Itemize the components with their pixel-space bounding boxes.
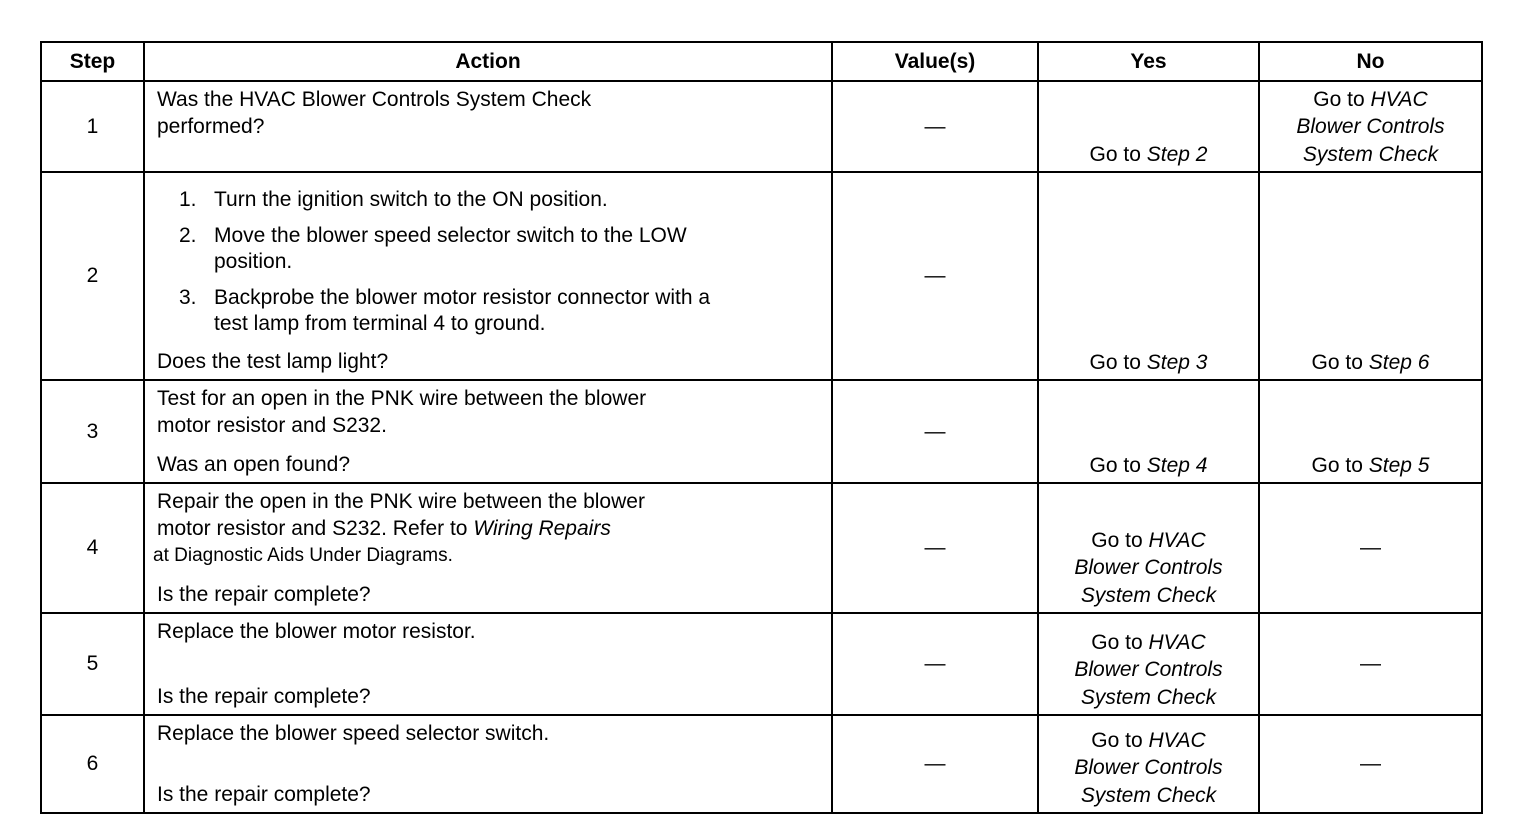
goto-prefix: Go to — [1089, 350, 1147, 374]
goto-link[interactable] — [1039, 452, 1258, 480]
step-number: 6 — [41, 715, 144, 813]
action-text: Test for an open in the PNK wire between the blower — [157, 387, 647, 410]
action-text — [157, 515, 821, 542]
step-number: 2 — [41, 172, 144, 380]
substep-item — [179, 223, 821, 275]
goto-target: HVAC — [1148, 528, 1206, 552]
value-cell: — — [832, 81, 1038, 172]
action-text: Replace the blower speed selector switch. — [157, 722, 550, 745]
action-cell — [144, 172, 832, 380]
table-row — [41, 81, 1482, 172]
substep-line: Turn the ignition switch to the ON position. — [214, 188, 608, 211]
goto-target: System Check — [1080, 783, 1217, 807]
goto-target: Blower Controls — [1296, 115, 1445, 138]
header-no: No — [1259, 42, 1482, 81]
goto-prefix: Go to — [1091, 728, 1149, 752]
goto-target: HVAC — [1370, 87, 1428, 111]
substep-number: 1. — [179, 188, 197, 211]
action-text-part: motor resistor and S232. Refer to — [157, 517, 474, 540]
step-number: 5 — [41, 613, 144, 715]
table-row — [41, 172, 1482, 380]
goto-target: Step 5 — [1368, 453, 1430, 477]
goto-prefix: Go to — [1311, 350, 1369, 374]
goto-target: Step 4 — [1146, 453, 1208, 477]
action-text: performed? — [157, 115, 265, 138]
table-row — [41, 380, 1482, 483]
goto-link[interactable] — [1039, 527, 1258, 610]
substep-text — [214, 223, 687, 275]
value-cell: — — [832, 380, 1038, 483]
diagnostic-table — [40, 41, 1483, 814]
goto-prefix: Go to — [1089, 142, 1147, 166]
table-row — [41, 613, 1482, 715]
goto-prefix: Go to — [1089, 453, 1147, 477]
table-row — [41, 483, 1482, 613]
substep-number: 3. — [179, 286, 197, 309]
question-text: Is the repair complete? — [157, 783, 371, 806]
value-cell: — — [832, 172, 1038, 380]
substep-list — [179, 187, 821, 337]
yes-cell — [1038, 613, 1259, 715]
question-text: Was an open found? — [157, 453, 351, 476]
yes-cell — [1038, 715, 1259, 813]
goto-prefix: Go to — [1313, 87, 1371, 111]
goto-target: Blower Controls — [1074, 756, 1223, 779]
question-text: Does the test lamp light? — [157, 350, 389, 373]
wiring-repairs-reference[interactable]: Wiring Repairs — [473, 517, 611, 540]
goto-link[interactable] — [1260, 349, 1481, 377]
value-cell: — — [832, 715, 1038, 813]
action-cell — [144, 81, 832, 172]
action-cell — [144, 483, 832, 613]
action-cell — [144, 613, 832, 715]
goto-link[interactable] — [1039, 629, 1258, 712]
goto-link[interactable] — [1039, 141, 1258, 169]
substep-item — [179, 285, 821, 337]
no-cell — [1259, 380, 1482, 483]
goto-target: System Check — [1080, 685, 1217, 709]
goto-prefix: Go to — [1091, 528, 1149, 552]
goto-prefix: Go to — [1091, 630, 1149, 654]
action-text: motor resistor and S232. — [157, 414, 387, 437]
substep-number: 2. — [179, 224, 197, 247]
header-action: Action — [144, 42, 832, 81]
goto-target: Step 3 — [1146, 350, 1208, 374]
goto-link[interactable] — [1260, 86, 1481, 169]
yes-cell — [1038, 172, 1259, 380]
step-number: 3 — [41, 380, 144, 483]
goto-target: System Check — [1080, 583, 1217, 607]
goto-target: Blower Controls — [1074, 556, 1223, 579]
question-text: Is the repair complete? — [157, 583, 371, 606]
action-text: Was the HVAC Blower Controls System Check — [157, 88, 592, 111]
value-cell: — — [832, 483, 1038, 613]
goto-target: HVAC — [1148, 728, 1206, 752]
substep-line: test lamp from terminal 4 to ground. — [214, 312, 546, 335]
action-text: Replace the blower motor resistor. — [157, 620, 476, 643]
substep-text — [214, 187, 608, 213]
header-row — [41, 42, 1482, 81]
question-text: Is the repair complete? — [157, 685, 371, 708]
substep-text — [214, 285, 710, 337]
action-text: at Diagnostic Aids Under Diagrams. — [153, 545, 453, 566]
no-cell: — — [1259, 715, 1482, 813]
step-number: 4 — [41, 483, 144, 613]
goto-link[interactable] — [1260, 452, 1481, 480]
no-cell — [1259, 172, 1482, 380]
header-yes: Yes — [1038, 42, 1259, 81]
action-cell — [144, 715, 832, 813]
no-cell: — — [1259, 613, 1482, 715]
goto-target: Step 6 — [1368, 350, 1430, 374]
substep-item — [179, 187, 821, 213]
no-cell — [1259, 81, 1482, 172]
goto-target: System Check — [1302, 142, 1439, 166]
goto-prefix: Go to — [1311, 453, 1369, 477]
value-cell: — — [832, 613, 1038, 715]
yes-cell — [1038, 380, 1259, 483]
goto-link[interactable] — [1039, 349, 1258, 377]
substep-line: Move the blower speed selector switch to the LOW — [214, 224, 687, 247]
goto-target: Step 2 — [1146, 142, 1208, 166]
step-number: 1 — [41, 81, 144, 172]
substep-line: position. — [214, 250, 293, 273]
header-step: Step — [41, 42, 144, 81]
yes-cell — [1038, 81, 1259, 172]
action-cell — [144, 380, 832, 483]
no-cell: — — [1259, 483, 1482, 613]
goto-target: Blower Controls — [1074, 658, 1223, 681]
goto-target: HVAC — [1148, 630, 1206, 654]
header-values: Value(s) — [832, 42, 1038, 81]
yes-cell — [1038, 483, 1259, 613]
substep-line: Backprobe the blower motor resistor connector with a — [214, 286, 711, 309]
action-text: Repair the open in the PNK wire between the blower — [157, 490, 645, 513]
goto-link[interactable] — [1039, 727, 1258, 810]
table-row — [41, 715, 1482, 813]
